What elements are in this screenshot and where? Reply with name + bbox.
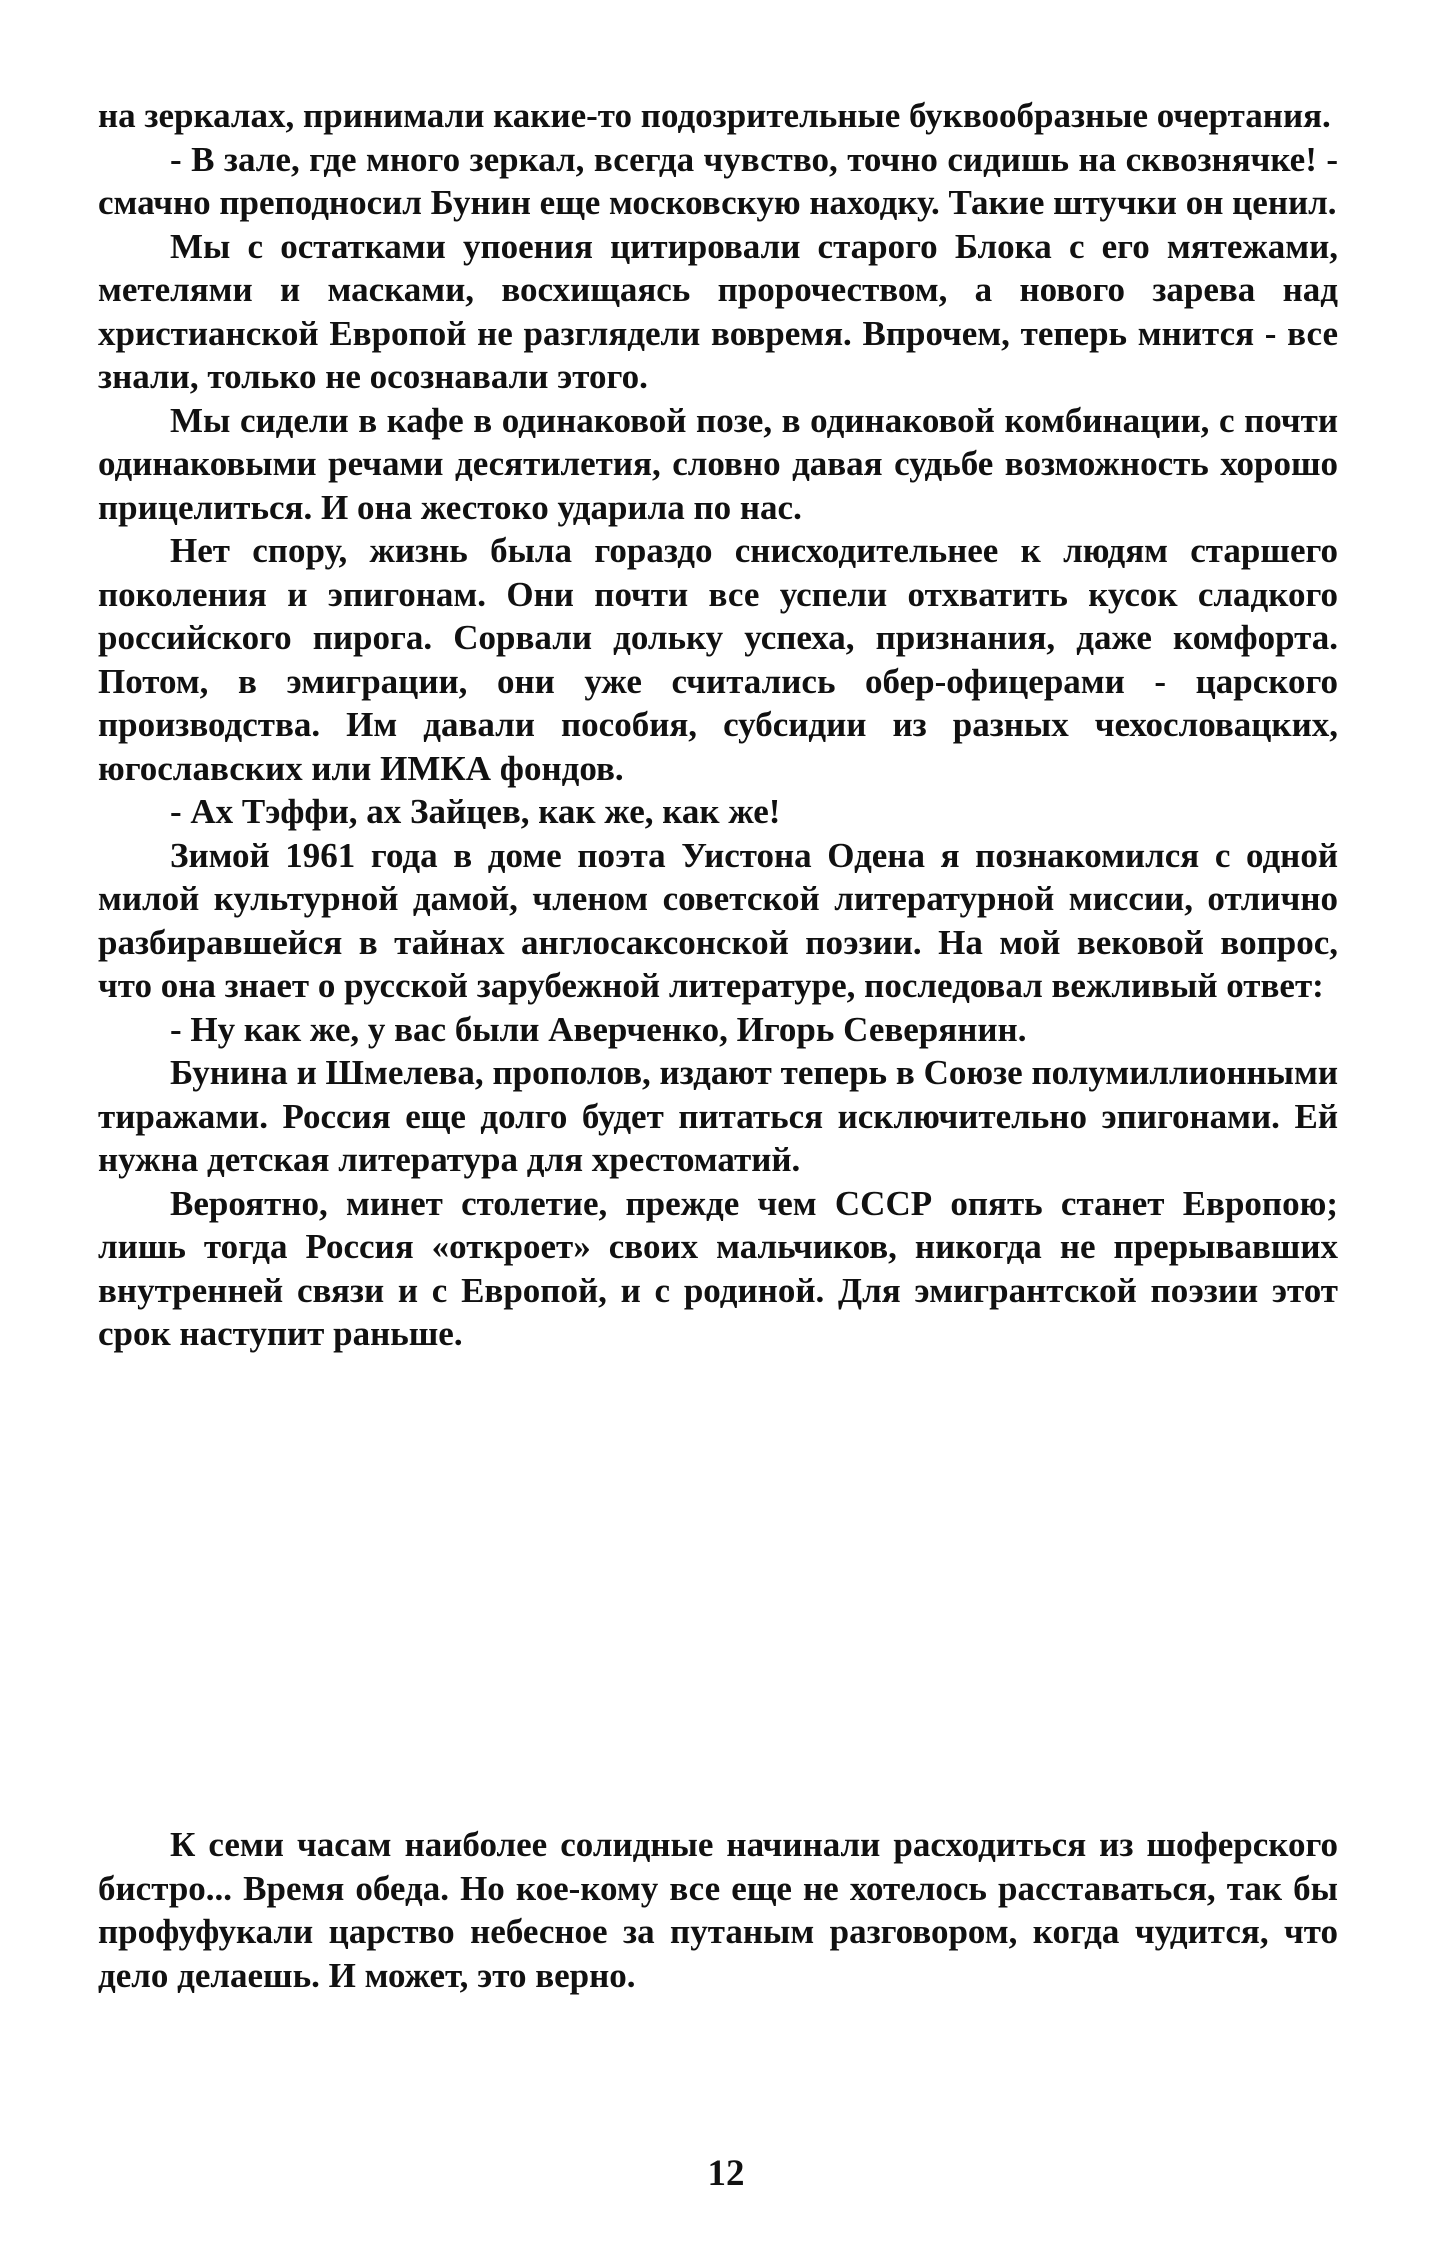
section-break-text <box>98 1823 1338 1997</box>
paragraph: - Ну как же, у вас были Аверченко, Игорь Северянин. <box>170 1009 1027 1049</box>
paragraph: Нет спору, жизнь была гораздо снисходительнее к людям старшего поколения и эпигонам. Они почти все успели отхватить кусок сладкого российского пирога. Сорвали дольку успеха, признания, даже комфорта. Потом, в эмиграции, они уже считались обер-офицерами - царского производства. Им давали пособия, субсидии из разных чехословацких, югославских или ИМКА фондов. <box>98 531 1338 788</box>
paragraph: Бунина и Шмелева, прополов, издают теперь в Союзе полумиллионными тиражами. Россия еще долго будет питаться исключительно эпигонами. Ей нужна детская литература для хрестоматий. <box>98 1053 1338 1179</box>
paragraph: на зеркалах, принимали какие-то подозрительные буквообразные очертания. <box>98 96 1331 135</box>
paragraph: Вероятно, минет столетие, прежде чем СССР опять станет Европою; лишь тогда Россия «откроет» своих мальчиков, никогда не прерывавших внутренней связи и с Европой, и с родиной. Для эмигрантской поэзии этот срок наступит раньше. <box>98 1183 1338 1353</box>
paragraph: - В зале, где много зеркал, всегда чувство, точно сидишь на сквознячке! - смачно преподносил Бунин еще московскую находку. Такие штучки он ценил. <box>98 139 1338 222</box>
paragraph: Зимой 1961 года в доме поэта Уистона Одена я познакомился с одной милой культурной дамой, членом советской литературной миссии, отлично разбиравшейся в тайнах англосаксонской поэзии. На мой вековой вопрос, что она знает о русской зарубежной литературе, последовал вежливый ответ: <box>98 835 1338 1005</box>
paragraph: - Ах Тэффи, ах Зайцев, как же, как же! <box>170 792 781 831</box>
main-text-section <box>98 94 1338 1356</box>
page-number: 12 <box>707 2153 745 2194</box>
paragraph: К семи часам наиболее солидные начинали расходиться из шоферского бистро... Время обеда. Но кое-кому все еще не хотелось расставаться, так бы профуфукали царство небесное за путаным разговором, когда чудится, что дело делаешь. И может, это верно. <box>98 1825 1338 1995</box>
paragraph: Мы с остатками упоения цитировали старого Блока с его мятежами, метелями и масками, восхищаясь пророчеством, а нового зарева над христианской Европой не разглядели вовремя. Впрочем, теперь мнится - все знали, только не осознавали этого. <box>98 226 1338 396</box>
paragraph: Мы сидели в кафе в одинаковой позе, в одинаковой комбинации, с почти одинаковыми речами десятилетия, словно давая судьбе возможность хорошо прицелиться. И она жестоко ударила по нас. <box>98 400 1338 527</box>
